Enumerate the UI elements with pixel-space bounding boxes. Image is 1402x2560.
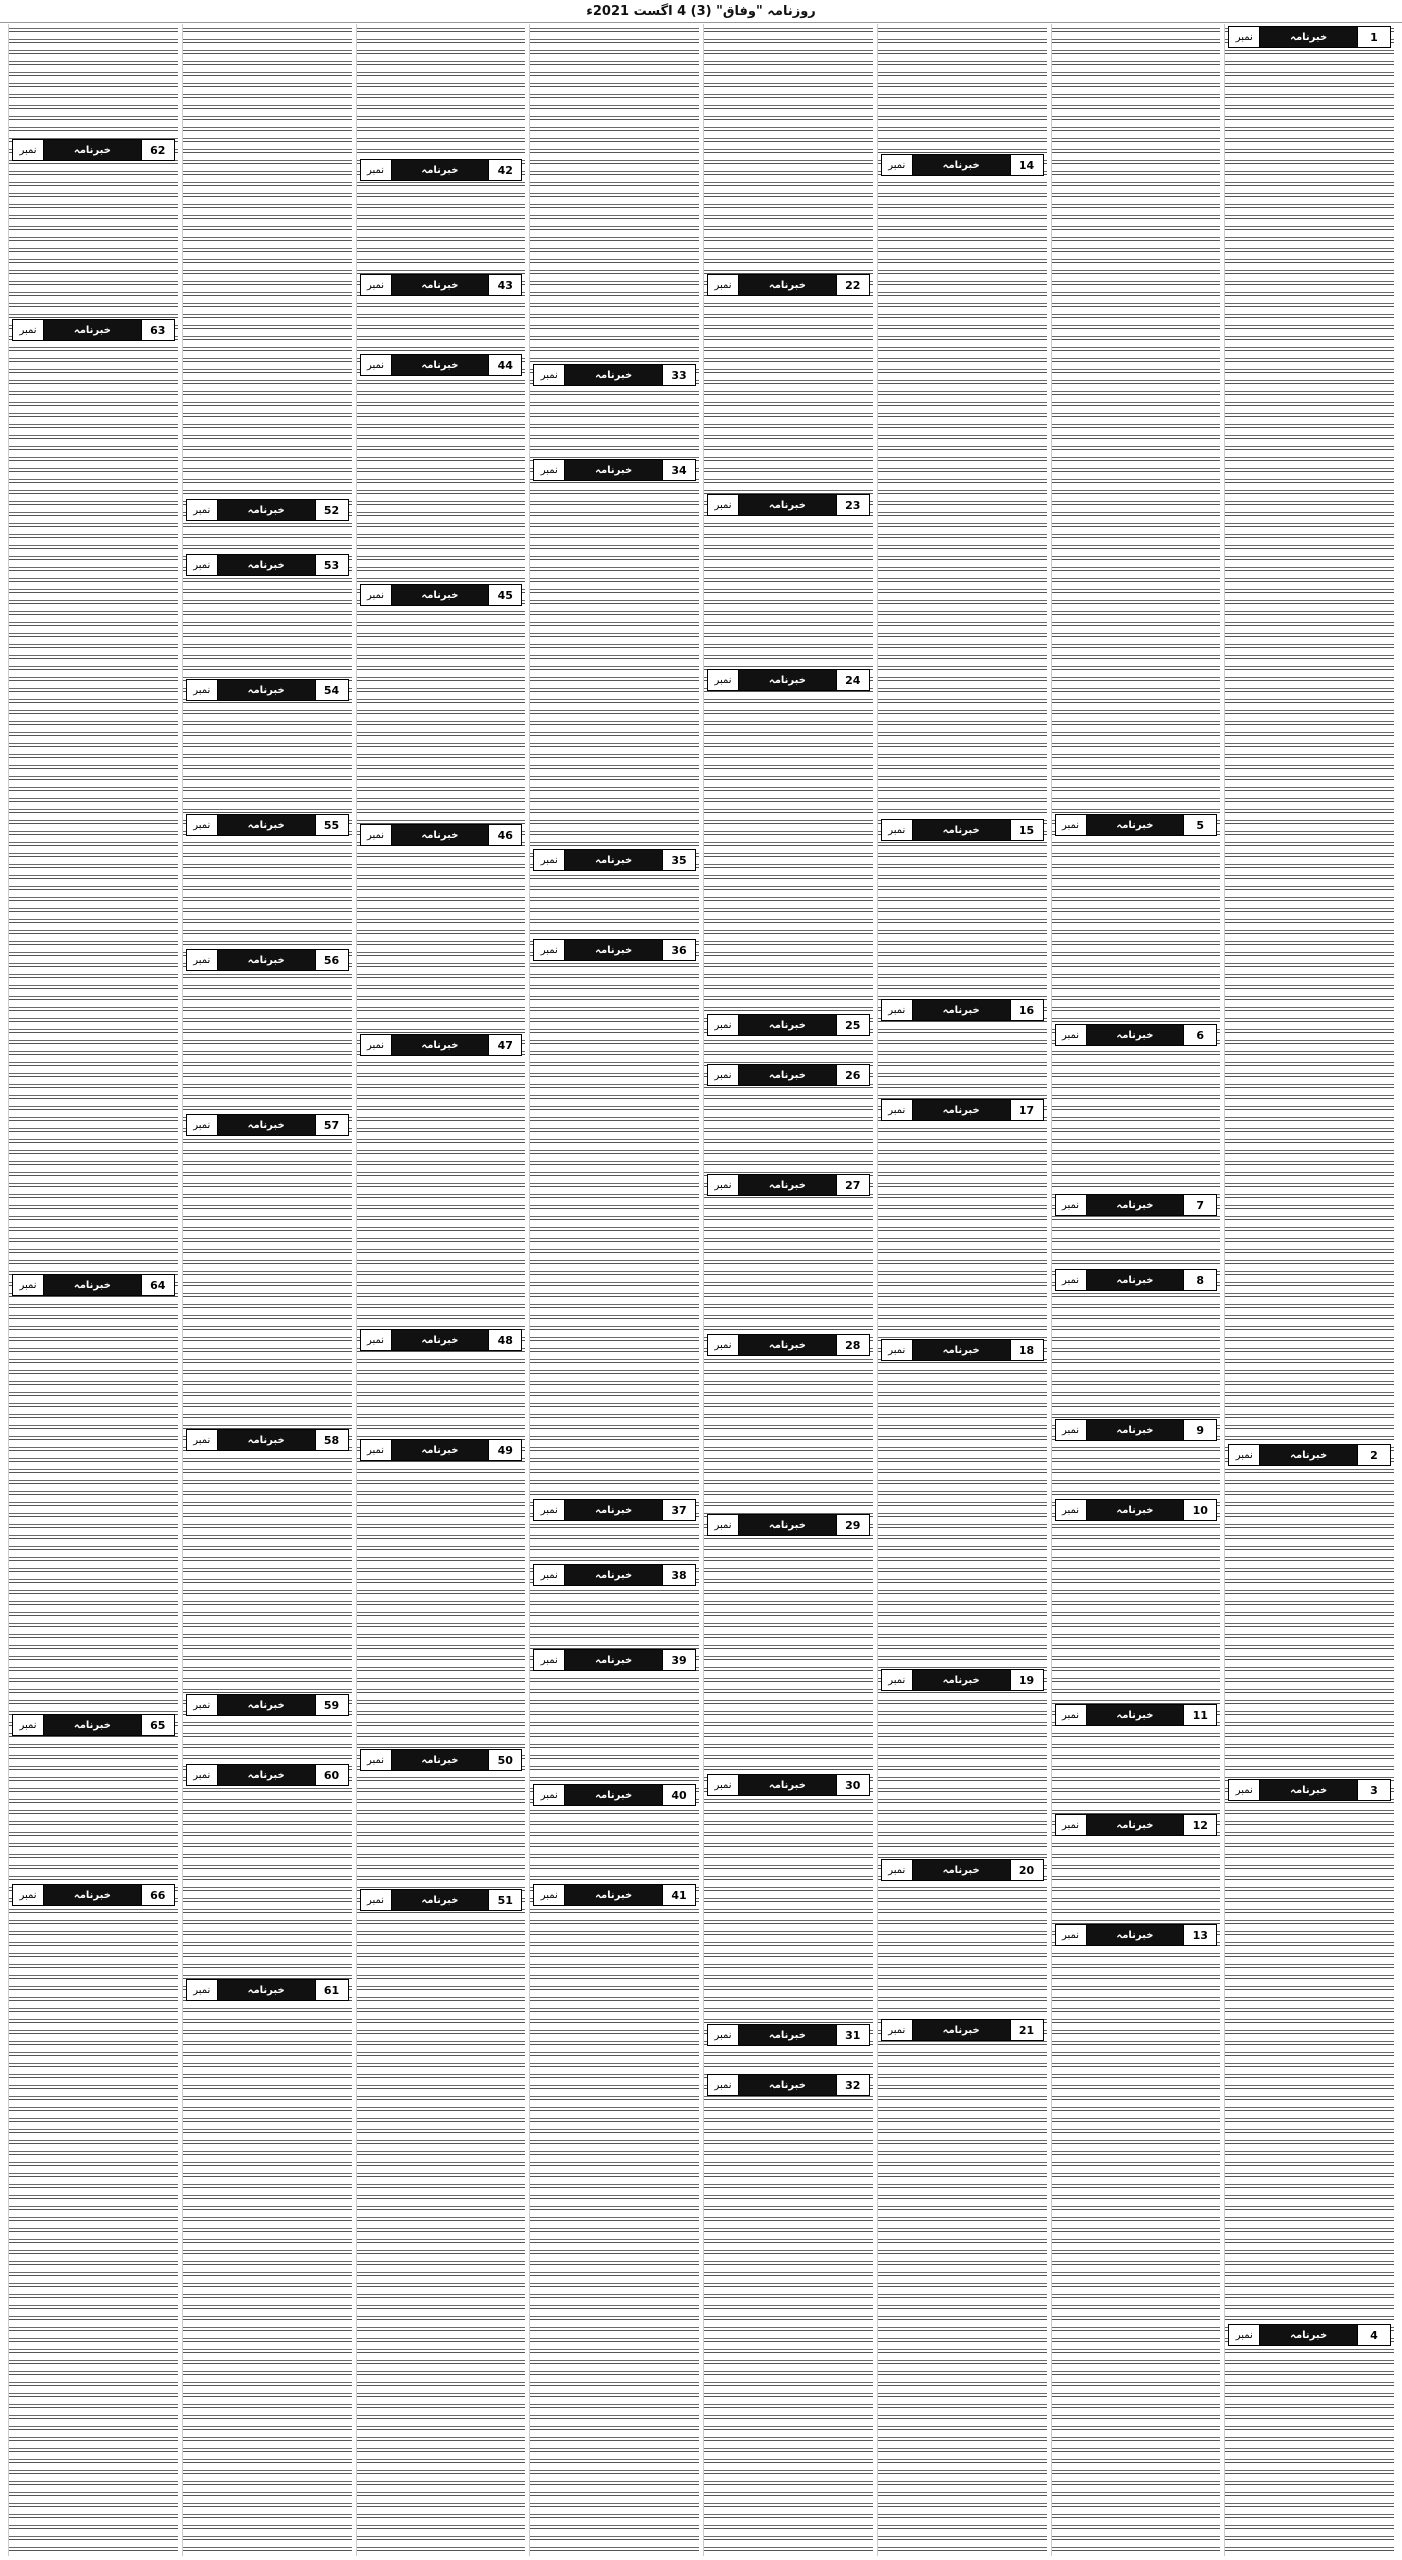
story-header xyxy=(1055,1499,1218,1521)
story-header-label: خبرنامہ xyxy=(739,1065,836,1085)
column-3 xyxy=(877,24,1047,2556)
story-number: 56 xyxy=(315,950,348,970)
story-header-label: خبرنامہ xyxy=(44,1275,141,1295)
story-number: 23 xyxy=(836,495,869,515)
story-number: 29 xyxy=(836,1515,869,1535)
story-header xyxy=(1228,2324,1391,2346)
story-number: 38 xyxy=(662,1565,695,1585)
story-header xyxy=(707,669,870,691)
story-number: 1 xyxy=(1357,27,1390,47)
story-header xyxy=(186,1694,349,1716)
story-header xyxy=(707,494,870,516)
column-1 xyxy=(1224,24,1394,2556)
story-header-label: خبرنامہ xyxy=(392,355,489,375)
story-header-label: خبرنامہ xyxy=(739,1335,836,1355)
story-number: 2 xyxy=(1357,1445,1390,1465)
story-header-tag: نمبر xyxy=(187,815,218,835)
story-number: 9 xyxy=(1183,1420,1216,1440)
story-header-tag: نمبر xyxy=(361,1330,392,1350)
story-number: 54 xyxy=(315,680,348,700)
story-header-tag: نمبر xyxy=(882,155,913,175)
story-header-tag: نمبر xyxy=(708,1175,739,1195)
story-header xyxy=(1055,1814,1218,1836)
story-header-label: خبرنامہ xyxy=(1260,27,1357,47)
story-header-label: خبرنامہ xyxy=(218,1765,315,1785)
story-header-tag: نمبر xyxy=(187,950,218,970)
story-header-tag: نمبر xyxy=(534,365,565,385)
story-header-label: خبرنامہ xyxy=(1087,1270,1184,1290)
story-number: 26 xyxy=(836,1065,869,1085)
story-header-label: خبرنامہ xyxy=(218,680,315,700)
story-header-label: خبرنامہ xyxy=(739,1175,836,1195)
story-header-tag: نمبر xyxy=(361,1890,392,1910)
story-header-tag: نمبر xyxy=(1056,1500,1087,1520)
story-header xyxy=(186,1429,349,1451)
masthead: روزنامہ "وفاق" (3) 4 اگست 2021ء xyxy=(0,0,1402,23)
story-number: 14 xyxy=(1010,155,1043,175)
story-number: 47 xyxy=(488,1035,521,1055)
story-header-label: خبرنامہ xyxy=(1087,1815,1184,1835)
story-header xyxy=(360,824,523,846)
story-header xyxy=(360,1439,523,1461)
story-header-tag: نمبر xyxy=(708,275,739,295)
story-header xyxy=(533,364,696,386)
story-header xyxy=(1055,1704,1218,1726)
story-header-tag: نمبر xyxy=(534,1650,565,1670)
story-header-tag: نمبر xyxy=(187,1115,218,1135)
story-number: 18 xyxy=(1010,1340,1043,1360)
story-header xyxy=(12,139,175,161)
story-number: 31 xyxy=(836,2025,869,2045)
story-header xyxy=(707,274,870,296)
story-header-label: خبرنامہ xyxy=(913,1670,1010,1690)
story-header-tag: نمبر xyxy=(1229,2325,1260,2345)
story-header-label: خبرنامہ xyxy=(44,140,141,160)
story-header-label: خبرنامہ xyxy=(913,1000,1010,1020)
story-header xyxy=(707,2024,870,2046)
column-6 xyxy=(356,24,526,2556)
story-header-tag: نمبر xyxy=(1056,1815,1087,1835)
story-header-label: خبرنامہ xyxy=(913,1100,1010,1120)
story-header-tag: نمبر xyxy=(882,1670,913,1690)
story-header-tag: نمبر xyxy=(187,555,218,575)
story-number: 17 xyxy=(1010,1100,1043,1120)
story-number: 27 xyxy=(836,1175,869,1195)
story-header xyxy=(12,319,175,341)
columns-container xyxy=(8,24,1394,2556)
story-header-label: خبرنامہ xyxy=(739,2075,836,2095)
story-header-label: خبرنامہ xyxy=(44,320,141,340)
story-header-tag: نمبر xyxy=(187,1695,218,1715)
column-4 xyxy=(703,24,873,2556)
story-header-tag: نمبر xyxy=(882,1000,913,1020)
story-header xyxy=(881,819,1044,841)
story-number: 63 xyxy=(141,320,174,340)
story-header xyxy=(707,1064,870,1086)
story-header-label: خبرنامہ xyxy=(392,1890,489,1910)
story-header-label: خبرنامہ xyxy=(739,275,836,295)
story-header-tag: نمبر xyxy=(882,1100,913,1120)
story-header-label: خبرنامہ xyxy=(565,1500,662,1520)
story-header xyxy=(186,1764,349,1786)
story-header xyxy=(186,554,349,576)
story-header xyxy=(707,2074,870,2096)
story-number: 55 xyxy=(315,815,348,835)
story-header-label: خبرنامہ xyxy=(44,1715,141,1735)
story-number: 25 xyxy=(836,1015,869,1035)
story-header-label: خبرنامہ xyxy=(739,495,836,515)
column-7 xyxy=(182,24,352,2556)
story-header-label: خبرنامہ xyxy=(218,1115,315,1135)
story-header-tag: نمبر xyxy=(534,1885,565,1905)
story-number: 65 xyxy=(141,1715,174,1735)
story-header-tag: نمبر xyxy=(1056,815,1087,835)
story-header xyxy=(1055,814,1218,836)
story-header-label: خبرنامہ xyxy=(44,1885,141,1905)
story-header-label: خبرنامہ xyxy=(565,850,662,870)
story-header-tag: نمبر xyxy=(708,1515,739,1535)
story-header xyxy=(1055,1924,1218,1946)
story-header-tag: نمبر xyxy=(882,1340,913,1360)
story-header xyxy=(881,154,1044,176)
story-header-tag: نمبر xyxy=(1056,1025,1087,1045)
story-number: 45 xyxy=(488,585,521,605)
story-number: 61 xyxy=(315,1980,348,2000)
story-number: 48 xyxy=(488,1330,521,1350)
story-header xyxy=(707,1334,870,1356)
story-header-tag: نمبر xyxy=(187,1980,218,2000)
story-header-tag: نمبر xyxy=(187,1765,218,1785)
story-number: 6 xyxy=(1183,1025,1216,1045)
story-header-label: خبرنامہ xyxy=(913,820,1010,840)
story-header xyxy=(360,354,523,376)
story-number: 37 xyxy=(662,1500,695,1520)
column-5 xyxy=(529,24,699,2556)
story-header xyxy=(881,1859,1044,1881)
column-8 xyxy=(8,24,178,2556)
story-header-label: خبرنامہ xyxy=(565,365,662,385)
story-header-tag: نمبر xyxy=(361,160,392,180)
story-header xyxy=(360,584,523,606)
story-header-tag: نمبر xyxy=(1056,1270,1087,1290)
story-header-label: خبرنامہ xyxy=(913,1340,1010,1360)
story-number: 46 xyxy=(488,825,521,845)
story-header xyxy=(186,679,349,701)
story-header xyxy=(12,1714,175,1736)
story-number: 24 xyxy=(836,670,869,690)
story-header-label: خبرنامہ xyxy=(392,825,489,845)
story-header-label: خبرنامہ xyxy=(913,1860,1010,1880)
story-header xyxy=(360,159,523,181)
story-number: 41 xyxy=(662,1885,695,1905)
story-header xyxy=(360,1034,523,1056)
story-header-tag: نمبر xyxy=(361,825,392,845)
story-number: 21 xyxy=(1010,2020,1043,2040)
story-header-label: خبرنامہ xyxy=(392,1035,489,1055)
story-number: 20 xyxy=(1010,1860,1043,1880)
story-header-tag: نمبر xyxy=(882,2020,913,2040)
story-header xyxy=(360,1329,523,1351)
story-header-label: خبرنامہ xyxy=(739,1775,836,1795)
story-number: 58 xyxy=(315,1430,348,1450)
story-header-tag: نمبر xyxy=(13,320,44,340)
story-header xyxy=(533,849,696,871)
story-header-tag: نمبر xyxy=(708,1015,739,1035)
story-header xyxy=(533,1649,696,1671)
story-header-tag: نمبر xyxy=(1229,1780,1260,1800)
story-header-label: خبرنامہ xyxy=(218,1695,315,1715)
story-header-tag: نمبر xyxy=(1056,1195,1087,1215)
story-header-tag: نمبر xyxy=(708,495,739,515)
story-number: 10 xyxy=(1183,1500,1216,1520)
story-number: 59 xyxy=(315,1695,348,1715)
story-header-tag: نمبر xyxy=(13,1885,44,1905)
story-header-tag: نمبر xyxy=(708,1065,739,1085)
story-header-tag: نمبر xyxy=(534,1565,565,1585)
story-header xyxy=(533,1564,696,1586)
story-header-tag: نمبر xyxy=(361,585,392,605)
story-number: 4 xyxy=(1357,2325,1390,2345)
story-number: 22 xyxy=(836,275,869,295)
story-header-label: خبرنامہ xyxy=(218,555,315,575)
story-header xyxy=(707,1774,870,1796)
story-header-tag: نمبر xyxy=(361,1750,392,1770)
story-header-label: خبرنامہ xyxy=(565,940,662,960)
story-number: 50 xyxy=(488,1750,521,1770)
story-header-tag: نمبر xyxy=(534,460,565,480)
story-header-label: خبرنامہ xyxy=(392,275,489,295)
story-number: 13 xyxy=(1183,1925,1216,1945)
story-header xyxy=(1228,1779,1391,1801)
story-header-tag: نمبر xyxy=(187,680,218,700)
story-number: 60 xyxy=(315,1765,348,1785)
story-header-tag: نمبر xyxy=(361,355,392,375)
story-header-tag: نمبر xyxy=(361,1035,392,1055)
story-header-label: خبرنامہ xyxy=(1260,2325,1357,2345)
story-header xyxy=(186,814,349,836)
story-header-label: خبرنامہ xyxy=(1087,1705,1184,1725)
story-number: 32 xyxy=(836,2075,869,2095)
story-header-label: خبرنامہ xyxy=(1087,1025,1184,1045)
story-header-label: خبرنامہ xyxy=(1087,1500,1184,1520)
story-header xyxy=(1055,1024,1218,1046)
story-header xyxy=(12,1884,175,1906)
story-header xyxy=(1055,1194,1218,1216)
story-header-label: خبرنامہ xyxy=(1087,1195,1184,1215)
story-header xyxy=(1228,26,1391,48)
story-header-tag: نمبر xyxy=(1056,1925,1087,1945)
story-header-tag: نمبر xyxy=(13,1715,44,1735)
story-number: 57 xyxy=(315,1115,348,1135)
story-header-tag: نمبر xyxy=(1056,1420,1087,1440)
story-header-label: خبرنامہ xyxy=(565,1785,662,1805)
story-header xyxy=(881,1339,1044,1361)
story-header-tag: نمبر xyxy=(708,670,739,690)
story-header-tag: نمبر xyxy=(534,1500,565,1520)
story-header-tag: نمبر xyxy=(187,1430,218,1450)
story-header xyxy=(881,1669,1044,1691)
story-header-label: خبرنامہ xyxy=(739,1515,836,1535)
story-header xyxy=(533,1784,696,1806)
story-header xyxy=(881,2019,1044,2041)
story-header-label: خبرنامہ xyxy=(218,1980,315,2000)
story-header-label: خبرنامہ xyxy=(913,155,1010,175)
story-number: 28 xyxy=(836,1335,869,1355)
story-number: 62 xyxy=(141,140,174,160)
story-header xyxy=(533,459,696,481)
story-header-tag: نمبر xyxy=(13,140,44,160)
story-header-label: خبرنامہ xyxy=(392,1330,489,1350)
story-header xyxy=(1055,1419,1218,1441)
story-header-label: خبرنامہ xyxy=(218,500,315,520)
story-header xyxy=(360,1889,523,1911)
story-number: 7 xyxy=(1183,1195,1216,1215)
story-header-tag: نمبر xyxy=(13,1275,44,1295)
story-header xyxy=(881,999,1044,1021)
story-header-label: خبرنامہ xyxy=(565,1650,662,1670)
story-header-tag: نمبر xyxy=(882,820,913,840)
story-header-label: خبرنامہ xyxy=(392,160,489,180)
story-header xyxy=(1055,1269,1218,1291)
story-header-label: خبرنامہ xyxy=(1087,815,1184,835)
story-number: 66 xyxy=(141,1885,174,1905)
story-number: 43 xyxy=(488,275,521,295)
story-number: 3 xyxy=(1357,1780,1390,1800)
story-number: 35 xyxy=(662,850,695,870)
story-header-tag: نمبر xyxy=(1229,1445,1260,1465)
story-header xyxy=(707,1014,870,1036)
story-header-label: خبرنامہ xyxy=(392,1750,489,1770)
story-number: 19 xyxy=(1010,1670,1043,1690)
story-header xyxy=(186,1114,349,1136)
story-header-tag: نمبر xyxy=(708,2025,739,2045)
story-header-label: خبرنامہ xyxy=(218,1430,315,1450)
story-number: 40 xyxy=(662,1785,695,1805)
story-number: 30 xyxy=(836,1775,869,1795)
story-header-label: خبرنامہ xyxy=(392,585,489,605)
story-header-tag: نمبر xyxy=(534,850,565,870)
story-header-tag: نمبر xyxy=(882,1860,913,1880)
story-number: 64 xyxy=(141,1275,174,1295)
story-number: 52 xyxy=(315,500,348,520)
story-header-tag: نمبر xyxy=(361,275,392,295)
story-header-label: خبرنامہ xyxy=(739,2025,836,2045)
story-number: 8 xyxy=(1183,1270,1216,1290)
story-header-tag: نمبر xyxy=(1229,27,1260,47)
story-number: 34 xyxy=(662,460,695,480)
story-header xyxy=(707,1174,870,1196)
story-header-label: خبرنامہ xyxy=(218,815,315,835)
story-number: 16 xyxy=(1010,1000,1043,1020)
story-header-tag: نمبر xyxy=(1056,1705,1087,1725)
story-header-label: خبرنامہ xyxy=(739,1015,836,1035)
story-header-tag: نمبر xyxy=(361,1440,392,1460)
story-header-label: خبرنامہ xyxy=(1087,1925,1184,1945)
story-header-label: خبرنامہ xyxy=(565,460,662,480)
story-header xyxy=(186,499,349,521)
story-header xyxy=(186,1979,349,2001)
story-header-tag: نمبر xyxy=(708,1335,739,1355)
story-number: 39 xyxy=(662,1650,695,1670)
story-header-label: خبرنامہ xyxy=(739,670,836,690)
story-header-label: خبرنامہ xyxy=(565,1565,662,1585)
story-header-tag: نمبر xyxy=(187,500,218,520)
story-header xyxy=(1228,1444,1391,1466)
story-number: 51 xyxy=(488,1890,521,1910)
story-number: 5 xyxy=(1183,815,1216,835)
story-header xyxy=(12,1274,175,1296)
story-header-label: خبرنامہ xyxy=(913,2020,1010,2040)
story-header xyxy=(186,949,349,971)
story-number: 49 xyxy=(488,1440,521,1460)
story-header xyxy=(360,274,523,296)
story-header xyxy=(533,1884,696,1906)
story-header-label: خبرنامہ xyxy=(218,950,315,970)
story-header-tag: نمبر xyxy=(534,940,565,960)
story-header-tag: نمبر xyxy=(708,1775,739,1795)
story-number: 42 xyxy=(488,160,521,180)
story-header xyxy=(360,1749,523,1771)
story-header xyxy=(533,939,696,961)
column-2 xyxy=(1051,24,1221,2556)
story-number: 33 xyxy=(662,365,695,385)
story-header-label: خبرنامہ xyxy=(1087,1420,1184,1440)
story-header xyxy=(533,1499,696,1521)
story-number: 11 xyxy=(1183,1705,1216,1725)
story-header-tag: نمبر xyxy=(708,2075,739,2095)
story-header-label: خبرنامہ xyxy=(565,1885,662,1905)
story-number: 53 xyxy=(315,555,348,575)
story-number: 12 xyxy=(1183,1815,1216,1835)
story-header-label: خبرنامہ xyxy=(392,1440,489,1460)
story-header-tag: نمبر xyxy=(534,1785,565,1805)
story-header xyxy=(881,1099,1044,1121)
story-header-label: خبرنامہ xyxy=(1260,1445,1357,1465)
story-header xyxy=(707,1514,870,1536)
story-number: 44 xyxy=(488,355,521,375)
story-number: 15 xyxy=(1010,820,1043,840)
story-header-label: خبرنامہ xyxy=(1260,1780,1357,1800)
story-number: 36 xyxy=(662,940,695,960)
